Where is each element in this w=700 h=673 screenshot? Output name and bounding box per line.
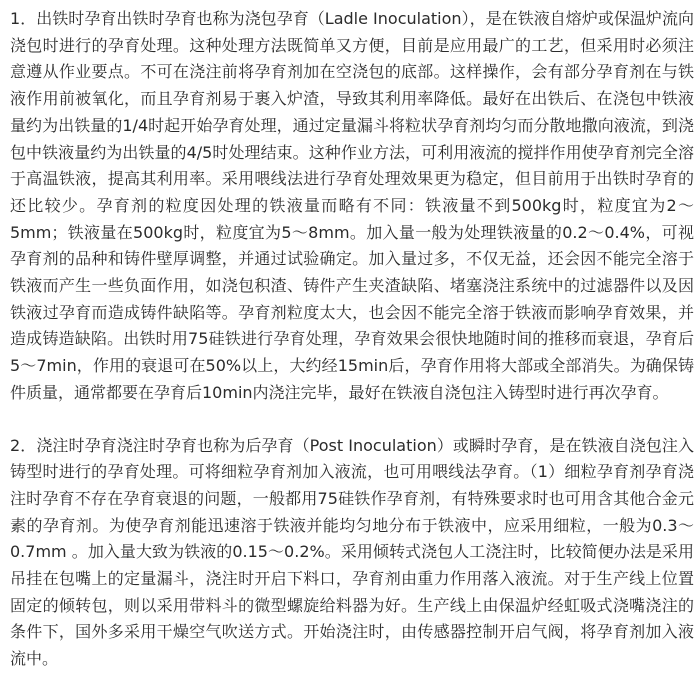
paragraph-ladle-inoculation: 1．出铁时孕育出铁时孕育也称为浇包孕育（Ladle Inoculation），是在铁液自熔炉或保温炉流向浇包时进行的孕育处理。这种处理方法既简单又方便，目前是应用最广的工艺，但采用时必须注意遵从作业要点。不可在浇注前将孕育剂加在空浇包的底部。这样操作，会有部分孕育剂在与铁液作用前被氧化，而且孕育剂易于裹入炉渣，导致其利用率降低。最好在出铁后、在浇包中铁液量约为出铁量的1/4时起开始孕育处理，通过定量漏斗将粒状孕育剂均匀而分散地撒向液流，到浇包中铁液量约为出铁量的4/5时处理结束。这种作业方法，可利用液流的搅拌作用使孕育剂完全溶于高温铁液，提高其利用率。采用喂线法进行孕育处理效果更为稳定，但目前用于出铁时孕育的还比较少。孕育剂的粒度因处理的铁液量而略有不同：铁液量不到500kg时，粒度宜为2～5mm；铁液量在500kg时，粒度宜为5～8mm。加入量一般为处理铁液量的0.2～0.4%，可视孕育剂的品种和铸件壁厚调整，并通过试验确定。加入量过多，不仅无益，还会因不能完全溶于铁液而产生一些负面作用，如浇包积渣、铸件产生夹渣缺陷、堵塞浇注系统中的过滤器件以及因铁液过孕育而造成铸件缺陷等。孕育剂粒度太大，也会因不能完全溶于铁液而影响孕育效果，并造成铸造缺陷。出铁时用75硅铁进行孕育处理，孕育效果会很快地随时间的推移而衰退，孕育后5～7min，作用的衰退可在50%以上，大约经15min后，孕育作用将大部或全部消失。为确保铸件质量，通常都要在孕育后10min内浇注完毕，最好在铁液自浇包注入铸型时进行再次孕育。 (10, 9, 694, 402)
article-body (10, 6, 694, 673)
paragraph-post-inoculation: 2．浇注时孕育浇注时孕育也称为后孕育（Post Inoculation）或瞬时孕育，是在铁液自浇包注入铸型时进行的孕育处理。可将细粒孕育剂加入液流，也可用喂线法孕育。（1）细粒孕育剂孕育浇注时孕育不存在孕育衰退的问题，一般都用75硅铁作孕育剂，有特殊要求时也可用含其他合金元素的孕育剂。为使孕育剂能迅速溶于铁液并能均匀地分布于铁液中，应采用细粒，一般为0.3～0.7mm 。加入量大致为铁液的0.15～0.2%。采用倾转式浇包人工浇注时，比较简便办法是采用吊挂在包嘴上的定量漏斗，浇注时开启下料口，孕育剂由重力作用落入液流。对于生产线上位置固定的倾转包，则以采用带料斗的微型螺旋给料器为好。生产线上由保温炉经虹吸式浇嘴浇注的条件下，国外多采用干燥空气吹送方式。开始浇注时，由传感器控制开启气阀，将孕育剂加入液流中。 (10, 435, 694, 669)
